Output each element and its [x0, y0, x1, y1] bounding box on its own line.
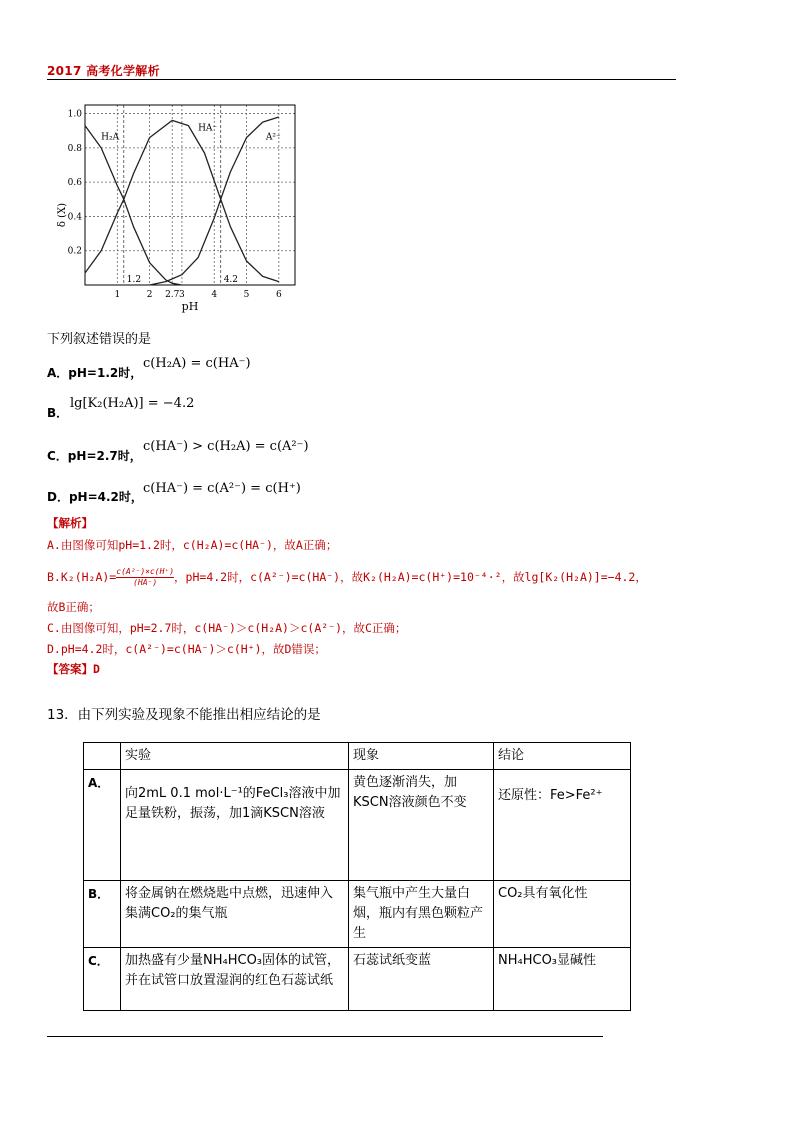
fraction-numerator: c(A²⁻)×c(H⁺): [116, 567, 175, 576]
series-label: A²⁻: [265, 132, 281, 143]
series-line: [85, 126, 182, 285]
table-row: [84, 881, 631, 948]
analysis-line-c: C.由图像可知，pH=2.7时，c(HA⁻)＞c(H₂A)＞c(A²⁻)，故C正确；: [47, 621, 407, 635]
row-label: C．: [84, 948, 121, 1011]
fraction-denominator: (HA⁻): [133, 578, 158, 587]
chart-ticks: [68, 110, 282, 300]
header-title: 2017 高考化学解析: [47, 64, 160, 78]
analysis-fraction: [116, 567, 174, 588]
x-tick-label: 2.7: [165, 290, 180, 300]
option-c-label: C．pH=2.7时，: [47, 449, 142, 463]
option-d: [47, 488, 143, 505]
footer-divider: [47, 1036, 603, 1037]
option-a-formula: c(H₂A) = c(HA⁻): [143, 356, 251, 371]
distribution-chart: [57, 100, 300, 315]
row-experiment: 向2mL 0.1 mol·L⁻¹的FeCl₃溶液中加足量铁粉，振荡，加1滴KSCN溶液: [121, 770, 349, 881]
option-b-formula: lg[K₂(H₂A)] = −4.2: [70, 396, 195, 411]
q13-table: [83, 742, 631, 1011]
annotation-label: 4.2: [223, 275, 239, 285]
row-label: A．: [84, 770, 121, 881]
option-b-label: B．: [47, 406, 69, 420]
q13-stem: 13．由下列实验及现象不能推出相应结论的是: [47, 707, 321, 723]
analysis-heading: 【解析】: [47, 516, 93, 530]
row-experiment: 加热盛有少量NH₄HCO₃固体的试管，并在试管口放置湿润的红色石蕊试纸: [121, 948, 349, 1011]
answer-line: 【答案】D: [47, 662, 100, 676]
option-a-label: A．pH=1.2时，: [47, 366, 143, 380]
option-a: [47, 364, 142, 381]
header-divider: [47, 79, 676, 80]
series-label: H₂A: [101, 132, 120, 143]
analysis-b-suffix: ，pH=4.2时，c(A²⁻)=c(HA⁻)，故K₂(H₂A)=c(H⁺)=10⁻⁴·²，故lg[K₂(H₂A)]=−4.2，: [174, 570, 647, 584]
y-tick-label: 0.6: [67, 178, 82, 189]
x-tick-label: 1: [114, 290, 121, 300]
analysis-line-a: A.由图像可知pH=1.2时，c(H₂A)=c(HA⁻)，故A正确；: [47, 538, 338, 552]
option-c-formula: c(HA⁻) > c(H₂A) = c(A²⁻): [143, 439, 309, 454]
row-experiment: 将金属钠在燃烧匙中点燃，迅速伸入集满CO₂的集气瓶: [121, 881, 349, 948]
row-observation: 石蕊试纸变蓝: [349, 948, 494, 1011]
row-conclusion: CO₂具有氧化性: [494, 881, 631, 948]
row-observation: 黄色逐渐消失，加KSCN溶液颜色不变: [349, 770, 494, 881]
y-tick-label: 0.8: [67, 143, 82, 154]
row-label: B．: [84, 881, 121, 948]
y-tick-label: 1.0: [67, 109, 82, 120]
x-tick-label: 3: [179, 290, 185, 300]
option-d-label: D．pH=4.2时，: [47, 490, 143, 504]
option-d-formula: c(HA⁻) = c(A²⁻) = c(H⁺): [143, 481, 301, 496]
option-b: [47, 404, 68, 421]
analysis-line-b: [47, 567, 647, 588]
row-conclusion: 还原性：Fe>Fe²⁺: [494, 770, 631, 881]
x-tick-label: 5: [243, 290, 250, 300]
y-tick-label: 0.2: [67, 246, 82, 257]
annotation-label: 1.2: [126, 275, 142, 285]
row-conclusion: NH₄HCO₃显碱性: [494, 948, 631, 1011]
table-header-row: [84, 743, 631, 770]
x-tick-label: 6: [275, 290, 282, 300]
table-row: [84, 948, 631, 1011]
x-tick-label: 2: [146, 290, 153, 300]
header-cell: 实验: [121, 743, 349, 770]
x-tick-label: 4: [211, 290, 218, 300]
analysis-line-d: D.pH=4.2时，c(A²⁻)=c(HA⁻)＞c(H⁺)，故D错误；: [47, 642, 326, 656]
row-observation: 集气瓶中产生大量白烟，瓶内有黑色颗粒产生: [349, 881, 494, 948]
table-row: [84, 770, 631, 881]
analysis-b-prefix: B.K₂(H₂A)=: [47, 570, 117, 584]
chart-ylabel: δ (X): [57, 202, 68, 228]
option-c: [47, 447, 142, 464]
chart-xlabel: pH: [181, 300, 199, 313]
header-cell: [84, 743, 121, 770]
analysis-line-b2: 故B正确；: [47, 600, 100, 614]
header-cell: 结论: [494, 743, 631, 770]
question-stem: 下列叙述错误的是: [47, 332, 152, 347]
y-tick-label: 0.4: [67, 212, 82, 223]
header-cell: 现象: [349, 743, 494, 770]
series-label: HA⁻: [198, 123, 218, 134]
